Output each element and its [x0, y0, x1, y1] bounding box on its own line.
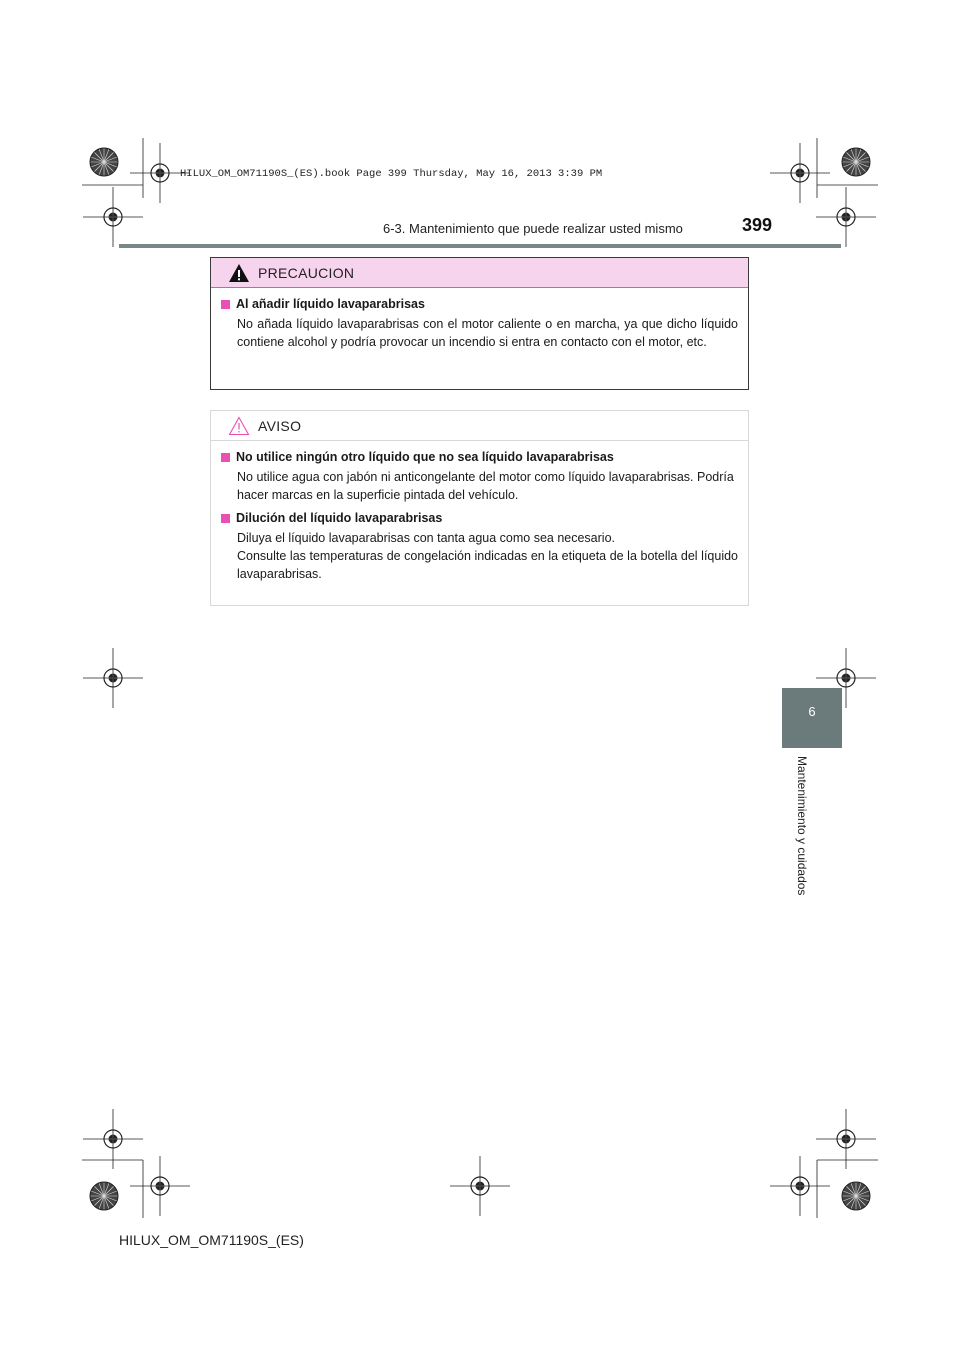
notice-item-heading: Dilución del líquido lavaparabrisas [236, 511, 443, 525]
notice-item-heading: No utilice ningún otro líquido que no sea líquido lavaparabrisas [236, 450, 614, 464]
caution-item [221, 297, 738, 351]
caution-header [211, 258, 748, 288]
notice-item-text: Diluya el líquido lavaparabrisas con tanta agua como sea necesario. [237, 531, 616, 545]
square-bullet-icon [221, 514, 230, 523]
chapter-number: 6 [808, 704, 816, 719]
registration-mark-icon [83, 648, 143, 708]
page-number: 399 [742, 215, 773, 235]
notice-box [210, 410, 749, 606]
header-rule [119, 244, 841, 248]
notice-item [221, 450, 738, 504]
starburst-target-icon [842, 148, 870, 176]
chapter-label: Mantenimiento y cuidados [795, 756, 809, 896]
section-header: 6-3. Mantenimiento que puede realizar usted mismo [383, 221, 683, 236]
notice-title: AVISO [258, 417, 302, 434]
registration-mark-icon [770, 1156, 830, 1216]
registration-mark-icon [770, 143, 830, 203]
registration-mark-icon [450, 1156, 510, 1216]
book-print-line: HILUX_OM_OM71190S_(ES).book Page 399 Thursday, May 16, 2013 3:39 PM [180, 168, 603, 180]
chapter-tab [782, 688, 842, 748]
starburst-target-icon [90, 148, 118, 176]
square-bullet-icon [221, 300, 230, 309]
registration-mark-icon [83, 187, 143, 247]
warning-triangle-icon [228, 416, 250, 436]
notice-header [211, 411, 748, 441]
caution-box [210, 257, 749, 390]
registration-mark-icon [130, 1156, 190, 1216]
notice-item-text: No utilice agua con jabón ni anticongelante del motor como líquido lavaparabrisas. Podría hacer marcas en la superficie pintada del vehículo. [237, 470, 734, 502]
starburst-target-icon [90, 1182, 118, 1210]
caution-item-text: No añada líquido lavaparabrisas con el motor caliente o en marcha, ya que dicho líquido contiene alcohol y podría provocar un incendio si entra en contacto con el motor, etc. [237, 317, 738, 349]
manual-code: HILUX_OM_OM71190S_(ES) [119, 1232, 304, 1248]
caution-title: PRECAUCION [258, 264, 355, 281]
warning-triangle-icon [228, 263, 250, 283]
notice-item [221, 511, 738, 583]
registration-mark-icon [816, 187, 876, 247]
starburst-target-icon [842, 1182, 870, 1210]
notice-item-text: Consulte las temperaturas de congelación indicadas en la etiqueta de la botella del líquido lavaparabrisas. [237, 549, 738, 581]
caution-item-heading: Al añadir líquido lavaparabrisas [236, 297, 425, 311]
square-bullet-icon [221, 453, 230, 462]
